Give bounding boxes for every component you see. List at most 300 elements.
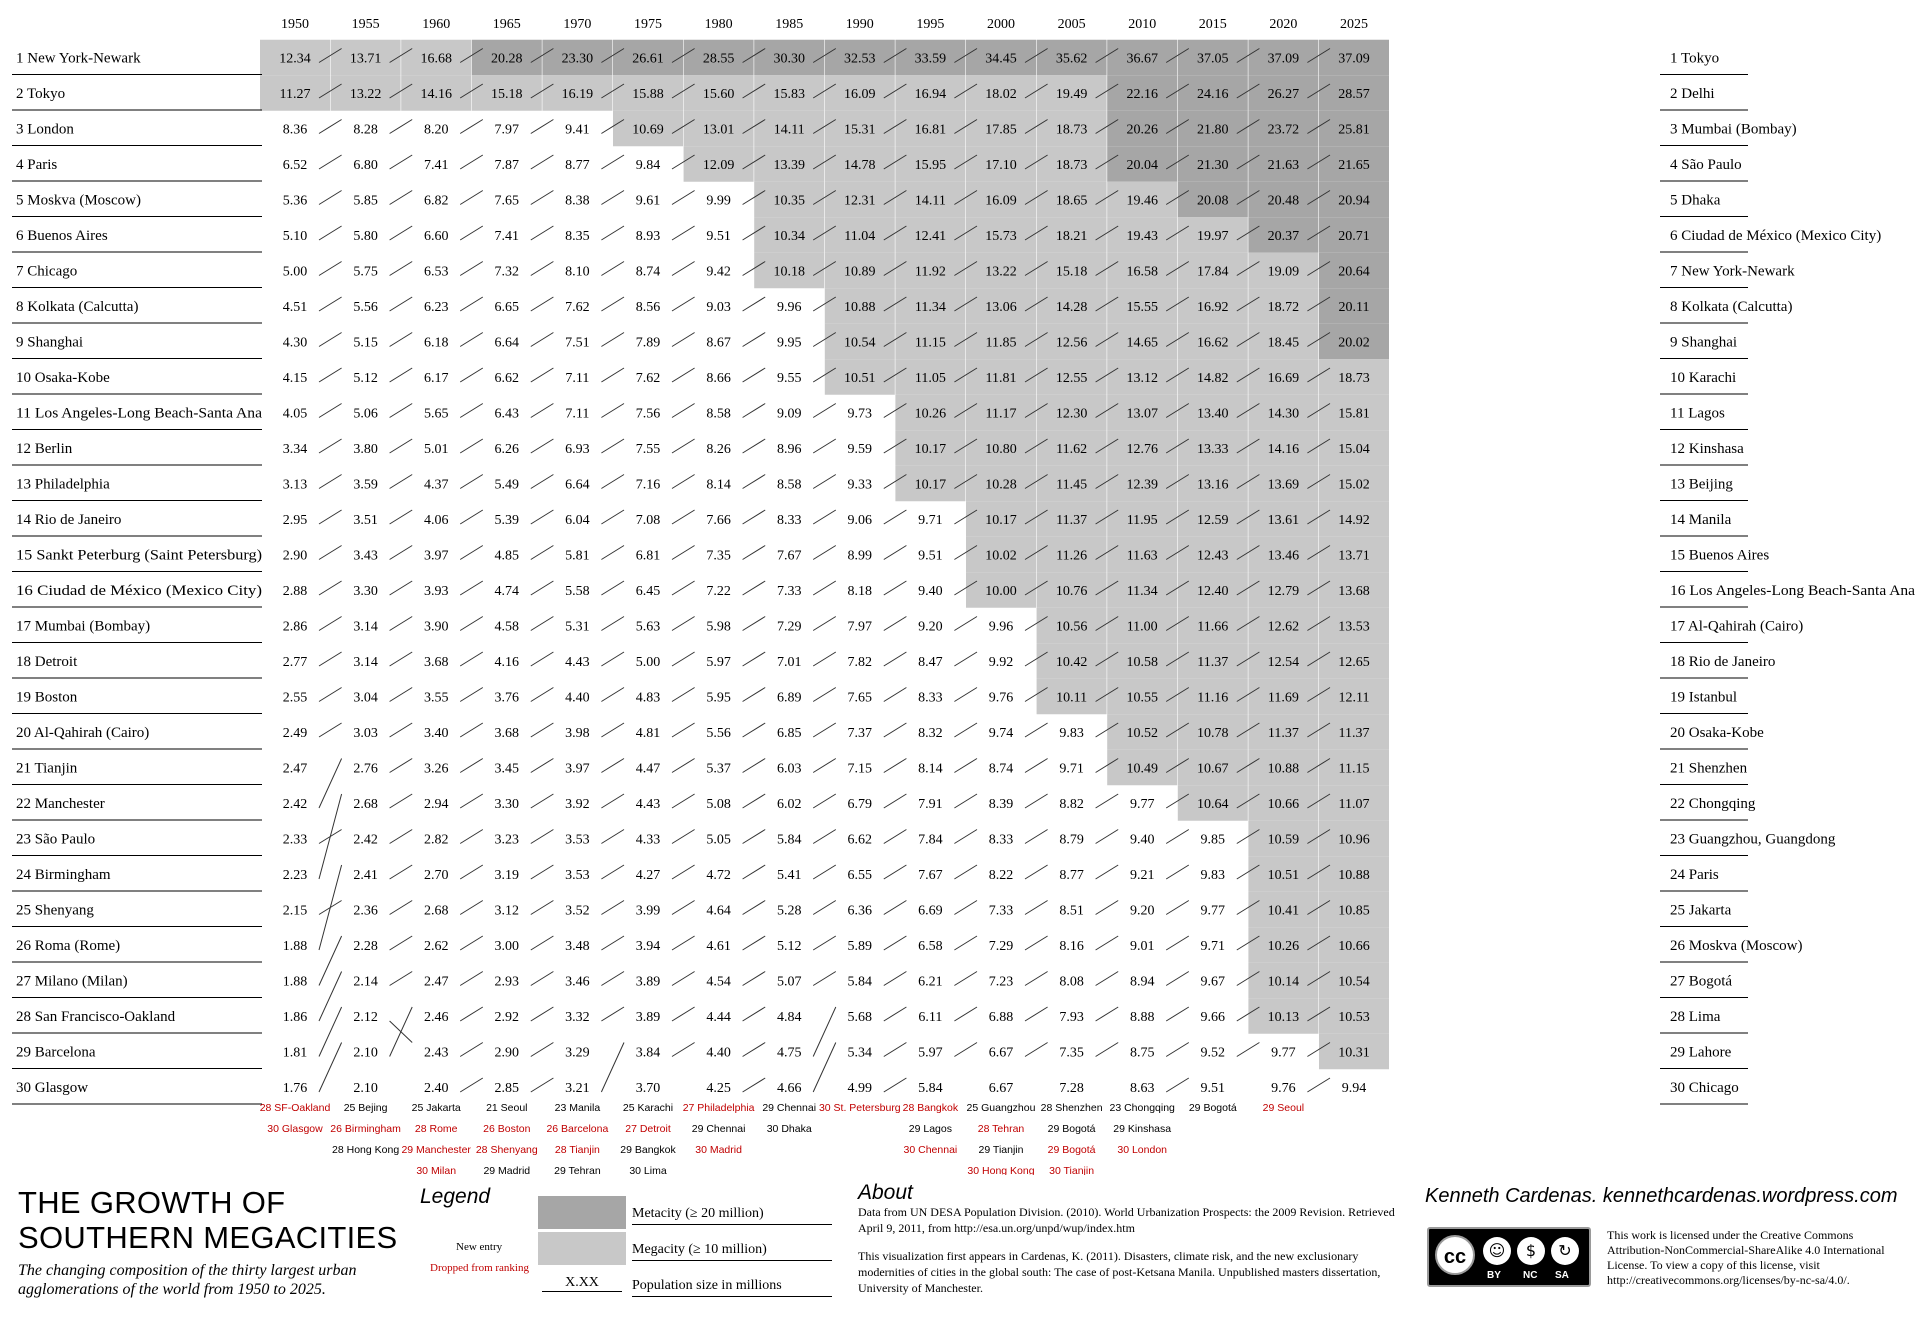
population-value: 2.47: [423, 974, 449, 990]
population-value: 10.26: [914, 406, 947, 422]
rank-link: [390, 439, 413, 453]
population-value: 3.45: [494, 761, 520, 777]
rank-link: [601, 759, 624, 773]
rank-link: [460, 581, 483, 595]
population-value: 7.29: [776, 619, 802, 635]
dropped-city-note: 30 Madrid: [695, 1144, 742, 1156]
legend-title: Legend: [420, 1185, 491, 1208]
population-value: 15.88: [632, 87, 664, 102]
right-city-label: 23 Guangzhou, Guangdong: [1670, 831, 1836, 848]
rank-link: [460, 368, 483, 382]
rank-link: [460, 723, 483, 737]
population-value: 6.85: [776, 726, 802, 741]
population-value: 16.19: [561, 87, 594, 102]
population-value: 7.65: [494, 193, 520, 209]
rank-link: [1096, 794, 1119, 808]
population-value: 12.55: [1055, 371, 1088, 386]
population-value: 10.88: [1338, 868, 1370, 883]
rank-link: [743, 297, 766, 311]
left-city-label: 29 Barcelona: [16, 1044, 96, 1061]
population-value: 14.65: [1126, 335, 1158, 351]
population-value: 12.30: [1055, 406, 1088, 422]
population-value: 10.96: [1338, 832, 1370, 848]
population-value: 15.04: [1338, 442, 1370, 457]
rank-link: [672, 723, 695, 737]
population-value: 3.68: [423, 655, 449, 670]
population-value: 9.61: [635, 193, 661, 209]
population-value: 3.84: [635, 1045, 661, 1061]
population-value: 13.12: [1126, 371, 1158, 386]
population-value: 9.52: [1200, 1045, 1226, 1061]
population-value: 2.62: [423, 939, 449, 954]
population-value: 1.86: [282, 1010, 308, 1025]
population-value: 10.53: [1338, 1010, 1370, 1025]
population-value: 9.77: [1271, 1045, 1296, 1061]
population-value: 6.62: [494, 371, 520, 386]
rank-link: [390, 120, 413, 134]
population-value: 9.94: [1341, 1081, 1367, 1096]
population-value: 2.46: [423, 1010, 449, 1025]
rank-link: [601, 546, 624, 560]
population-value: 18.65: [1055, 193, 1088, 209]
rank-link: [390, 368, 413, 382]
rank-link: [954, 723, 977, 737]
rank-link: [813, 475, 836, 489]
rank-link: [813, 830, 836, 844]
population-value: 14.16: [420, 87, 452, 102]
population-value: 5.49: [494, 477, 520, 493]
population-value: 6.23: [423, 300, 449, 315]
population-value: 10.88: [1267, 761, 1300, 777]
year-label: 1985: [775, 17, 804, 32]
legend-megacity-label: Megacity (≥ 10 million): [632, 1242, 832, 1261]
rank-link: [884, 1078, 907, 1092]
rank-link: [601, 510, 624, 524]
population-value: 7.33: [776, 584, 802, 599]
population-value: 7.82: [847, 655, 873, 670]
population-value: 2.88: [282, 584, 308, 599]
population-value: 5.01: [423, 442, 449, 457]
dropped-city-note: 30 Chennai: [903, 1144, 958, 1156]
population-value: 22.16: [1126, 87, 1158, 102]
population-value: 8.36: [282, 122, 308, 138]
rank-link: [672, 191, 695, 205]
rank-link: [672, 972, 695, 986]
population-value: 12.65: [1338, 655, 1370, 670]
population-value: 3.93: [423, 584, 449, 599]
rank-link: [743, 901, 766, 915]
population-value: 3.53: [565, 832, 590, 848]
rank-link: [1307, 1078, 1330, 1092]
population-value: 4.64: [706, 903, 731, 919]
population-value: 10.64: [1197, 797, 1229, 812]
population-value: 13.40: [1197, 406, 1229, 422]
population-value: 2.95: [282, 513, 308, 528]
population-value: 11.34: [914, 300, 946, 315]
population-value: 11.37: [1056, 513, 1088, 528]
right-city-label: 2 Delhi: [1670, 86, 1715, 102]
population-value: 10.85: [1338, 903, 1370, 919]
population-value: 2.43: [423, 1045, 449, 1061]
rank-link: [601, 652, 624, 666]
population-value: 6.52: [282, 158, 308, 173]
population-value: 7.28: [1059, 1081, 1084, 1096]
rank-link: [672, 546, 695, 560]
population-value: 13.53: [1338, 619, 1370, 635]
population-value: 17.85: [985, 122, 1017, 138]
rank-link: [954, 1043, 977, 1057]
population-value: 8.58: [776, 477, 802, 493]
rank-link: [1237, 1043, 1260, 1057]
population-value: 26.61: [632, 51, 664, 67]
year-label: 1980: [704, 17, 733, 32]
left-city-label: 18 Detroit: [16, 654, 78, 670]
rank-link: [954, 830, 977, 844]
population-value: 37.09: [1267, 51, 1300, 67]
population-value: 6.36: [847, 903, 873, 919]
population-value: 7.08: [635, 513, 661, 528]
new-entry-note: 25 Karachi: [622, 1102, 674, 1114]
rank-link: [672, 652, 695, 666]
population-value: 9.83: [1200, 868, 1226, 883]
population-value: 5.95: [706, 690, 731, 706]
left-city-label: 21 Tianjin: [16, 760, 78, 777]
rank-link: [954, 688, 977, 702]
population-value: 3.97: [423, 548, 449, 564]
population-value: 11.92: [914, 264, 946, 280]
rank-link: [743, 865, 766, 879]
rank-link: [390, 226, 413, 240]
rank-link: [390, 155, 413, 169]
new-entry-note: 29 Tehran: [554, 1165, 601, 1175]
population-value: 5.34: [847, 1045, 873, 1061]
population-value: 10.34: [773, 229, 805, 244]
cc-license-badge-icon: [1427, 1227, 1591, 1287]
new-entry-note: 21 Seoul: [486, 1102, 528, 1114]
population-value: 1.88: [282, 974, 308, 990]
rank-link: [319, 155, 342, 169]
dropped-city-note: 30 St. Petersburg: [818, 1102, 901, 1114]
population-value: 3.92: [565, 797, 590, 812]
rank-link: [743, 581, 766, 595]
rank-link: [460, 652, 483, 666]
population-value: 16.09: [844, 87, 876, 102]
rank-link: [813, 936, 836, 950]
rank-link: [884, 794, 907, 808]
rank-link: [743, 794, 766, 808]
rank-link: [390, 794, 413, 808]
rank-link: [531, 333, 554, 347]
population-value: 17.10: [985, 158, 1017, 173]
left-city-label: 30 Glasgow: [16, 1080, 89, 1096]
population-value: 7.87: [494, 158, 520, 173]
rank-link: [743, 688, 766, 702]
new-entry-note: 29 Chennai: [762, 1102, 817, 1114]
rank-link: [672, 936, 695, 950]
legend-population-label: Population size in millions: [632, 1278, 832, 1297]
author-block: [1425, 1185, 1905, 1287]
population-value: 3.80: [353, 442, 378, 457]
rank-link: [1025, 1043, 1048, 1057]
rank-link: [601, 155, 624, 169]
rank-link: [531, 652, 554, 666]
population-value: 7.41: [494, 229, 520, 244]
left-city-label: 17 Mumbai (Bombay): [16, 618, 151, 635]
population-value: 10.51: [844, 371, 876, 386]
population-value: 6.93: [565, 442, 590, 457]
left-city-label: 25 Shenyang: [16, 902, 94, 919]
rank-link: [390, 936, 413, 950]
population-value: 4.81: [635, 726, 661, 741]
population-value: 14.28: [1055, 300, 1088, 315]
population-value: 4.99: [847, 1081, 873, 1096]
population-value: 4.44: [706, 1010, 731, 1025]
population-value: 8.39: [988, 797, 1014, 812]
population-value: 13.22: [985, 264, 1017, 280]
dropped-city-note: 30 London: [1117, 1144, 1168, 1156]
rank-link: [743, 333, 766, 347]
rank-link: [813, 652, 836, 666]
rank-link: [460, 191, 483, 205]
population-value: 5.28: [776, 903, 802, 919]
rank-link: [390, 723, 413, 737]
rank-link: [319, 830, 342, 844]
population-value: 8.47: [918, 655, 943, 670]
rank-link: [884, 688, 907, 702]
population-value: 7.97: [494, 122, 520, 138]
rank-link: [319, 475, 342, 489]
population-value: 18.45: [1267, 335, 1300, 351]
rank-link: [1096, 972, 1119, 986]
rank-link: [954, 617, 977, 631]
rank-link: [319, 723, 342, 737]
population-value: 9.20: [1129, 903, 1155, 919]
population-value: 8.82: [1059, 797, 1084, 812]
population-value: 8.51: [1059, 903, 1084, 919]
rank-link: [1025, 901, 1048, 915]
population-value: 4.66: [776, 1081, 802, 1096]
population-value: 7.33: [988, 903, 1014, 919]
population-value: 10.35: [773, 193, 805, 209]
legend-value-sample: X.XX: [542, 1275, 622, 1292]
population-value: 9.33: [847, 477, 873, 493]
population-value: 2.85: [494, 1081, 520, 1096]
year-label: 1995: [916, 17, 945, 32]
left-city-label: 23 São Paulo: [16, 831, 96, 848]
population-value: 12.59: [1197, 513, 1229, 528]
rank-link: [743, 475, 766, 489]
dropped-city-note: 26 Barcelona: [546, 1123, 609, 1135]
population-value: 5.00: [635, 655, 661, 670]
population-value: 4.43: [635, 797, 661, 812]
rank-link: [672, 688, 695, 702]
rank-link: [601, 901, 624, 915]
rank-link: [601, 830, 624, 844]
year-label: 2020: [1269, 17, 1298, 32]
rank-link: [954, 794, 977, 808]
population-value: 2.90: [494, 1045, 520, 1061]
rank-link: [531, 404, 554, 418]
legend-metacity-label: Metacity (≥ 20 million): [632, 1206, 832, 1225]
population-value: 11.45: [1056, 477, 1088, 493]
rank-link: [813, 972, 836, 986]
rank-link: [319, 617, 342, 631]
rank-link: [884, 759, 907, 773]
new-entry-note: 30 Dhaka: [766, 1123, 812, 1135]
new-entry-note: 28 Hong Kong: [332, 1144, 400, 1156]
population-value: 3.76: [494, 690, 520, 706]
population-value: 15.31: [844, 122, 876, 138]
population-value: 3.40: [423, 726, 449, 741]
rank-link: [672, 510, 695, 524]
rank-link: [531, 865, 554, 879]
population-value: 16.62: [1197, 335, 1229, 351]
population-value: 2.12: [353, 1010, 378, 1025]
population-value: 21.65: [1338, 158, 1370, 173]
rank-link: [884, 546, 907, 560]
population-value: 2.93: [494, 974, 520, 990]
population-value: 9.73: [847, 406, 873, 422]
population-value: 11.26: [1056, 548, 1088, 564]
rank-link: [460, 1043, 483, 1057]
rank-link: [460, 510, 483, 524]
rank-link: [884, 830, 907, 844]
rank-link: [1166, 865, 1189, 879]
rank-link: [672, 439, 695, 453]
legend-megacity-swatch: [538, 1232, 626, 1265]
rank-link: [531, 1043, 554, 1057]
population-value: 5.12: [353, 371, 378, 386]
population-value: 4.43: [565, 655, 590, 670]
population-value: 2.92: [494, 1010, 520, 1025]
population-value: 8.26: [706, 442, 731, 457]
population-value: 4.06: [423, 513, 449, 528]
population-value: 5.56: [706, 726, 731, 741]
population-value: 4.27: [635, 868, 661, 883]
population-value: 19.46: [1126, 193, 1158, 209]
population-value: 12.79: [1267, 584, 1300, 599]
population-value: 3.89: [635, 974, 661, 990]
population-value: 3.30: [353, 584, 378, 599]
rank-link: [319, 652, 342, 666]
population-value: 4.05: [282, 406, 308, 422]
rank-link: [390, 759, 413, 773]
right-city-label: 13 Beijing: [1670, 476, 1733, 493]
population-value: 3.30: [494, 797, 520, 812]
population-value: 5.15: [353, 335, 378, 351]
population-value: 10.54: [844, 335, 876, 351]
population-value: 9.96: [988, 619, 1014, 635]
population-value: 3.70: [635, 1081, 661, 1096]
rank-link: [460, 297, 483, 311]
population-value: 2.15: [282, 903, 308, 919]
rank-link: [743, 1043, 766, 1057]
population-value: 12.39: [1126, 477, 1158, 493]
population-value: 4.58: [494, 619, 520, 635]
population-value: 5.68: [847, 1010, 873, 1025]
legend: [420, 1185, 840, 1315]
population-value: 24.16: [1197, 87, 1229, 102]
population-value: 4.75: [776, 1045, 802, 1061]
population-value: 9.71: [918, 513, 943, 528]
left-city-label: 7 Chicago: [16, 263, 78, 280]
population-value: 14.82: [1197, 371, 1229, 386]
population-value: 9.99: [706, 193, 731, 209]
rank-link: [601, 865, 624, 879]
population-value: 15.60: [702, 87, 735, 102]
rank-link: [1096, 830, 1119, 844]
population-value: 6.55: [847, 868, 873, 883]
population-value: 8.77: [565, 158, 590, 173]
rank-link: [1166, 972, 1189, 986]
rank-link: [390, 404, 413, 418]
population-value: 11.00: [1126, 619, 1158, 635]
right-city-label: 20 Osaka-Kobe: [1670, 725, 1764, 741]
population-value: 8.28: [353, 122, 378, 138]
population-value: 18.21: [1055, 229, 1088, 244]
left-city-label: 15 Sankt Peterburg (Saint Petersburg): [16, 547, 263, 564]
rank-link: [884, 901, 907, 915]
population-value: 13.06: [985, 300, 1017, 315]
cc-nc-label: NC: [1523, 1270, 1538, 1281]
year-label: 1970: [563, 17, 592, 32]
rank-link: [884, 972, 907, 986]
year-label: 1955: [351, 17, 380, 32]
rank-link: [601, 936, 624, 950]
population-value: 3.48: [565, 939, 590, 954]
right-city-label: 4 São Paulo: [1670, 157, 1742, 173]
rank-link: [531, 262, 554, 276]
rank-link: [531, 830, 554, 844]
population-value: 8.99: [847, 548, 873, 564]
rank-link: [319, 759, 342, 809]
rank-link: [531, 901, 554, 915]
population-value: 5.75: [353, 264, 378, 280]
population-value: 10.67: [1197, 761, 1229, 777]
population-value: 7.51: [565, 335, 590, 351]
population-value: 19.97: [1197, 229, 1229, 244]
rank-link: [390, 191, 413, 205]
population-value: 25.81: [1338, 122, 1370, 138]
rank-link: [460, 759, 483, 773]
population-value: 18.02: [985, 87, 1017, 102]
population-value: 8.14: [918, 761, 943, 777]
population-value: 7.01: [776, 655, 802, 670]
population-value: 5.31: [565, 619, 590, 635]
population-value: 3.29: [565, 1045, 590, 1061]
rank-link: [884, 617, 907, 631]
right-city-label: 27 Bogotá: [1670, 973, 1733, 990]
population-value: 5.84: [918, 1081, 943, 1096]
population-value: 20.48: [1267, 193, 1300, 209]
left-city-label: 14 Rio de Janeiro: [16, 512, 122, 528]
population-value: 13.07: [1126, 406, 1158, 422]
left-city-label: 8 Kolkata (Calcutta): [16, 299, 139, 315]
population-value: 3.34: [282, 442, 308, 457]
population-value: 10.66: [1338, 939, 1370, 954]
rank-link: [531, 226, 554, 240]
population-value: 37.05: [1197, 51, 1229, 67]
rank-link: [743, 617, 766, 631]
population-value: 33.59: [914, 51, 947, 67]
rank-link: [1166, 936, 1189, 950]
rank-link: [1025, 1007, 1048, 1021]
population-value: 6.64: [565, 477, 590, 493]
left-city-label: 13 Philadelphia: [16, 476, 110, 493]
rank-link: [672, 475, 695, 489]
dropped-city-note: 26 Birmingham: [330, 1123, 401, 1135]
right-city-label: 26 Moskva (Moscow): [1670, 938, 1803, 954]
